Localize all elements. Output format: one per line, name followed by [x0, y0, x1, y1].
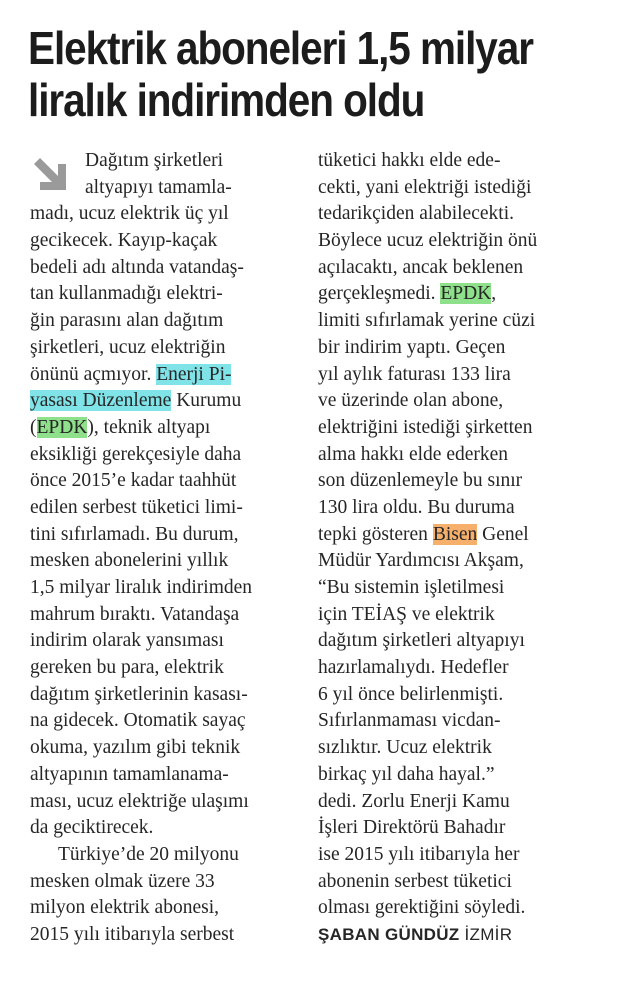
- text-line: tan kullanmadığı elektri-: [30, 283, 223, 305]
- highlight-bisen: Bisen: [432, 523, 478, 545]
- text-line: İşleri Direktörü Bahadır: [318, 817, 506, 839]
- text-line: dağıtım şirketlerinin kasası-: [30, 683, 248, 705]
- text-line: indirim olarak yansıması: [30, 630, 224, 652]
- text-line: Böylece ucuz elektriğin önü: [318, 230, 538, 252]
- text-line: için TEİAŞ ve elektrik: [318, 603, 495, 625]
- text-line: madı, ucuz elektrik üç yıl: [30, 203, 229, 225]
- text-line: olması gerektiğini söyledi.: [318, 897, 526, 919]
- text-fragment: Kurumu: [171, 390, 242, 412]
- text-line: [30, 362, 302, 389]
- text-fragment: (: [30, 416, 37, 438]
- text-line: dedi. Zorlu Enerji Kamu: [318, 790, 510, 812]
- text-line: abonenin serbest tüketici: [318, 870, 512, 892]
- text-line: Türkiye’de 20 milyonu: [58, 843, 239, 865]
- text-line: cekti, yani elektriği istediği: [318, 176, 532, 198]
- text-fragment: önünü açmıyor.: [30, 363, 157, 385]
- text-line: [30, 415, 302, 442]
- highlight-epdk: EPDK: [36, 416, 88, 438]
- text-line: dağıtım şirketleri altyapıyı: [318, 630, 525, 652]
- text-line: gecikecek. Kayıp-kaçak: [30, 230, 218, 252]
- highlight-epdk: EPDK: [440, 283, 492, 305]
- text-line: şirketleri, ucuz elektriğin: [30, 336, 226, 358]
- text-line: önce 2015’e kadar taahhüt: [30, 470, 237, 492]
- text-line: ması, ucuz elektriğe ulaşımı: [30, 790, 249, 812]
- text-line: [318, 522, 598, 549]
- byline-author: ŞABAN GÜNDÜZ: [318, 924, 460, 944]
- text-fragment: ), teknik altyapı: [87, 416, 211, 438]
- text-line: okuma, yazılım gibi teknik: [30, 737, 241, 759]
- text-line: [30, 388, 302, 415]
- text-line: mahrum bıraktı. Vatandaşa: [30, 603, 240, 625]
- text-line: bir indirim yaptı. Geçen: [318, 336, 506, 358]
- text-line: sızlıktır. Ucuz elektrik: [318, 737, 492, 759]
- text-line: açılacaktı, ancak beklenen: [318, 256, 524, 278]
- text-line: [318, 281, 598, 308]
- byline: [318, 922, 598, 949]
- text-fragment: ,: [491, 283, 497, 305]
- text-line: tedarikçiden alabilecekti.: [318, 203, 514, 225]
- text-line: son düzenlemeyle bu sınır: [318, 470, 523, 492]
- text-line: mesken olmak üzere 33: [30, 870, 215, 892]
- text-line: eksikliği gerekçesiyle daha: [30, 443, 242, 465]
- text-line: 6 yıl önce belirlenmişti.: [318, 683, 504, 705]
- text-line: milyon elektrik abonesi,: [30, 897, 220, 919]
- text-line: gereken bu para, elektrik: [30, 657, 224, 679]
- text-line: “Bu sistemin işletilmesi: [318, 577, 505, 598]
- text-line: alma hakkı elde ederken: [318, 443, 509, 465]
- text-line: ise 2015 yılı itibarıyla her: [318, 843, 520, 865]
- headline: [28, 22, 538, 126]
- text-line: tini sıfırlamadı. Bu durum,: [30, 523, 239, 545]
- text-line: Müdür Yardımcısı Akşam,: [318, 550, 524, 572]
- text-line: da geciktirecek.: [30, 817, 154, 839]
- text-fragment: tepki gösteren: [318, 523, 433, 545]
- text-line: 130 lira oldu. Bu duruma: [318, 496, 515, 518]
- text-fragment: gerçekleşmedi.: [318, 283, 441, 305]
- text-line: Sıfırlanmaması vicdan-: [318, 710, 501, 732]
- highlight-piyasasi-duzenleme: yasası Düzenleme: [30, 390, 172, 412]
- article-right-column: [318, 148, 598, 949]
- text-line: altyapıyı tamamla-: [85, 176, 232, 198]
- text-line: tüketici hakkı elde ede-: [318, 150, 501, 171]
- highlight-enerji: Enerji Pi-: [156, 363, 232, 385]
- text-line: hazırlamalıydı. Hedefler: [318, 657, 509, 679]
- text-line: yıl aylık faturası 133 lira: [318, 363, 511, 385]
- text-line: ve üzerinde olan abone,: [318, 390, 504, 412]
- text-line: Dağıtım şirketleri: [85, 150, 224, 171]
- headline-line-1: Elektrik aboneleri 1,5 milyar: [28, 22, 533, 74]
- text-line: na gidecek. Otomatik sayaç: [30, 710, 246, 732]
- text-line: 1,5 milyar liralık indirimden: [30, 577, 253, 598]
- text-fragment: Genel: [477, 523, 529, 545]
- text-line: 2015 yılı itibarıyla serbest: [30, 923, 235, 945]
- text-line: mesken abonelerini yıllık: [30, 550, 229, 572]
- text-line: limiti sıfırlamak yerine cüzi: [318, 310, 536, 332]
- text-line: altyapının tamamlanama-: [30, 763, 229, 785]
- headline-line-2: liralık indirimden oldu: [28, 74, 425, 126]
- text-line: edilen serbest tüketici limi-: [30, 496, 243, 518]
- byline-city: İZMİR: [464, 924, 513, 944]
- text-line: ğin parasını alan dağıtım: [30, 310, 224, 332]
- text-line: elektriğini istediği şirketten: [318, 416, 533, 438]
- article-left-column: [30, 148, 302, 949]
- text-line: birkaç yıl daha hayal.”: [318, 763, 495, 785]
- text-line: bedeli adı altında vatandaş-: [30, 256, 244, 278]
